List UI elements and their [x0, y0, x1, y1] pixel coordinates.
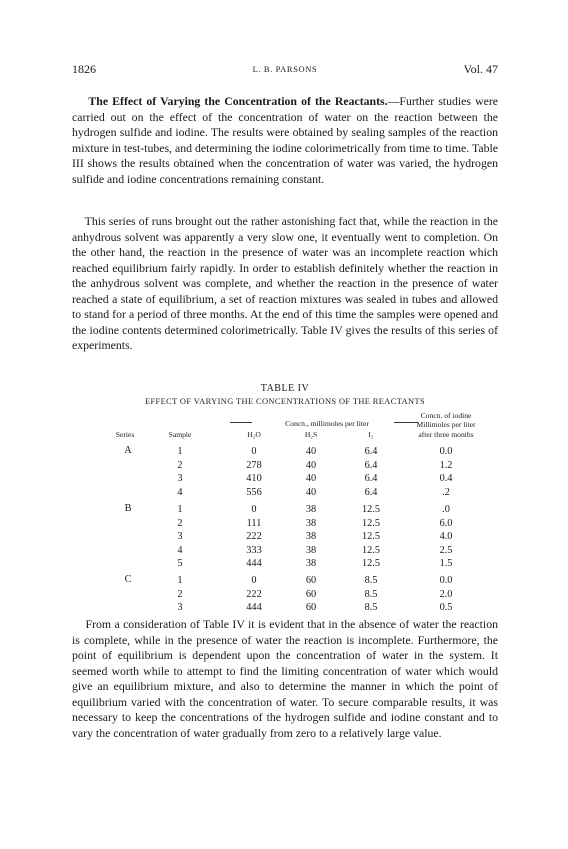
cell-i2: 6.4 [364, 459, 378, 471]
paragraph-results [72, 214, 498, 354]
cell-i2: 12.5 [361, 504, 381, 515]
cell-sample: 2 [177, 459, 183, 471]
col-header-series: Series [115, 430, 135, 439]
paragraph-conclusion-text: From a consideration of Table IV it is evident that in the absence of water the reaction is complete, while in the presence of water the reaction is incomplete. Furthermore, the point of equilibrium is dependent upon the concentration of water in the system. It seemed worth while to attempt to find the limiting concentration of water which would give an equilibrium mixture, and also to determine the manner in which the point of equilibrium varied with the concentration of water. To secure comparable results, it was necessary to keep the concentrations of the hydrogen sulfide and iodine constant and to vary the concentration of water gradually from zero to a relatively large value. [72, 617, 498, 740]
col-header-iodine-3: after three months [418, 430, 474, 439]
running-author: L. B. PARSONS [252, 64, 318, 74]
col-header-i2: I₂ [368, 430, 374, 439]
cell-iodine-after: 0.0 [439, 446, 453, 457]
cell-i2: 12.5 [361, 531, 381, 542]
cell-h2s: 38 [305, 544, 317, 556]
cell-iodine-after: 1.5 [439, 558, 453, 569]
table-caption: EFFECT OF VARYING THE CONCENTRATIONS OF THE REACTANTS [144, 397, 426, 406]
cell-sample: 3 [177, 602, 183, 613]
cell-h2s: 60 [305, 588, 317, 600]
col-header-h2s: H₂S [304, 430, 318, 439]
paragraph-results-text: This series of runs brought out the rather astonishing fact that, while the reaction in the anhydrous solvent was apparently a very slow one, it eventually went to completion. On the other hand, the reaction in the presence of water was an incomplete reaction which reached equilibrium fairly rapidly. In order to establish definitely whether the reaction in the anhydrous solvent was complete, and whether the reaction in the presence of water reached a state of equilibrium, a set of reaction mixtures was sealed in tubes and allowed to stand for a period of three months. At the end of this time the samples were opened and the iodine contents determined colorimetrically. Table IV gives the results of this series of experiments. [72, 214, 498, 352]
paragraph-conclusion [72, 617, 498, 741]
volume-label: Vol. 47 [463, 62, 498, 76]
cell-iodine-after: .0 [442, 504, 450, 515]
cell-h2o: 444 [246, 602, 262, 613]
cell-h2s: 38 [305, 558, 317, 569]
cell-sample: 1 [177, 446, 183, 457]
cell-h2s: 40 [305, 446, 317, 457]
cell-iodine-after: 0.5 [439, 602, 453, 613]
col-header-h2o: H₂O [247, 430, 261, 439]
cell-iodine-after: 6.0 [439, 517, 453, 529]
table-title: TABLE IV [260, 383, 310, 394]
col-header-sample: Sample [168, 430, 192, 439]
cell-h2o: 222 [246, 531, 262, 542]
cell-sample: 3 [177, 473, 183, 484]
cell-i2: 6.4 [364, 446, 378, 457]
series-label: B [124, 503, 132, 514]
cell-h2s: 40 [305, 459, 317, 471]
section-heading: The Effect of Varying the Concentration of the Reactants. [88, 94, 388, 108]
series-label: A [124, 445, 132, 456]
cell-i2: 6.4 [364, 473, 378, 484]
cell-h2s: 60 [305, 602, 317, 613]
cell-h2s: 38 [305, 517, 317, 529]
paragraph-intro [72, 94, 498, 187]
cell-iodine-after: 4.0 [439, 531, 453, 542]
cell-sample: 2 [177, 517, 183, 529]
cell-iodine-after: 2.5 [439, 544, 453, 556]
page-header [72, 62, 498, 78]
cell-sample: 4 [177, 486, 183, 498]
cell-i2: 12.5 [361, 558, 381, 569]
cell-iodine-after: 0.4 [439, 473, 453, 484]
cell-sample: 1 [177, 504, 183, 515]
cell-h2o: 222 [246, 588, 262, 600]
col-header-iodine-2: Millimoles per liter [416, 420, 476, 429]
series-label: C [124, 574, 132, 585]
cell-h2o: 0 [251, 504, 257, 515]
cell-i2: 8.5 [364, 588, 378, 600]
cell-sample: 4 [177, 544, 183, 556]
cell-h2o: 333 [246, 544, 262, 556]
cell-h2o: 0 [251, 446, 257, 457]
cell-iodine-after: 1.2 [439, 459, 453, 471]
cell-iodine-after: 2.0 [439, 588, 453, 600]
cell-h2o: 111 [246, 517, 262, 529]
cell-h2s: 38 [305, 504, 317, 515]
span-header-text: Concn., millimoles per liter [285, 419, 369, 428]
cell-iodine-after: .2 [442, 486, 450, 498]
cell-sample: 1 [177, 575, 183, 586]
cell-i2: 8.5 [364, 575, 378, 586]
cell-h2s: 38 [305, 531, 317, 542]
cell-h2o: 444 [246, 558, 262, 569]
cell-sample: 5 [177, 558, 183, 569]
cell-i2: 8.5 [364, 602, 378, 613]
cell-i2: 12.5 [361, 544, 381, 556]
cell-i2: 12.5 [361, 517, 381, 529]
cell-i2: 6.4 [364, 486, 378, 498]
page-number: 1826 [72, 62, 96, 76]
cell-h2o: 556 [246, 486, 262, 498]
col-header-iodine-1: Concn. of iodine [420, 411, 472, 420]
cell-sample: 2 [177, 588, 183, 600]
cell-iodine-after: 0.0 [439, 575, 453, 586]
cell-sample: 3 [177, 531, 183, 542]
cell-h2s: 40 [305, 486, 317, 498]
cell-h2o: 410 [246, 473, 262, 484]
cell-h2s: 40 [305, 473, 317, 484]
cell-h2o: 0 [251, 575, 257, 586]
cell-h2s: 60 [305, 575, 317, 586]
cell-h2o: 278 [246, 459, 262, 471]
paragraph-intro-text: —Further studies were carried out on the effect of the concentration of water on the reaction between the hydrogen sulfide and iodine. The results were obtained by sealing samples of the reaction mixture in test-tubes, and determining the iodine colorimetrically from time to time. Table III shows the results obtained when the concentration of water was varied, the hydrogen sulfide and iodine concentrations remaining constant. [72, 94, 499, 186]
